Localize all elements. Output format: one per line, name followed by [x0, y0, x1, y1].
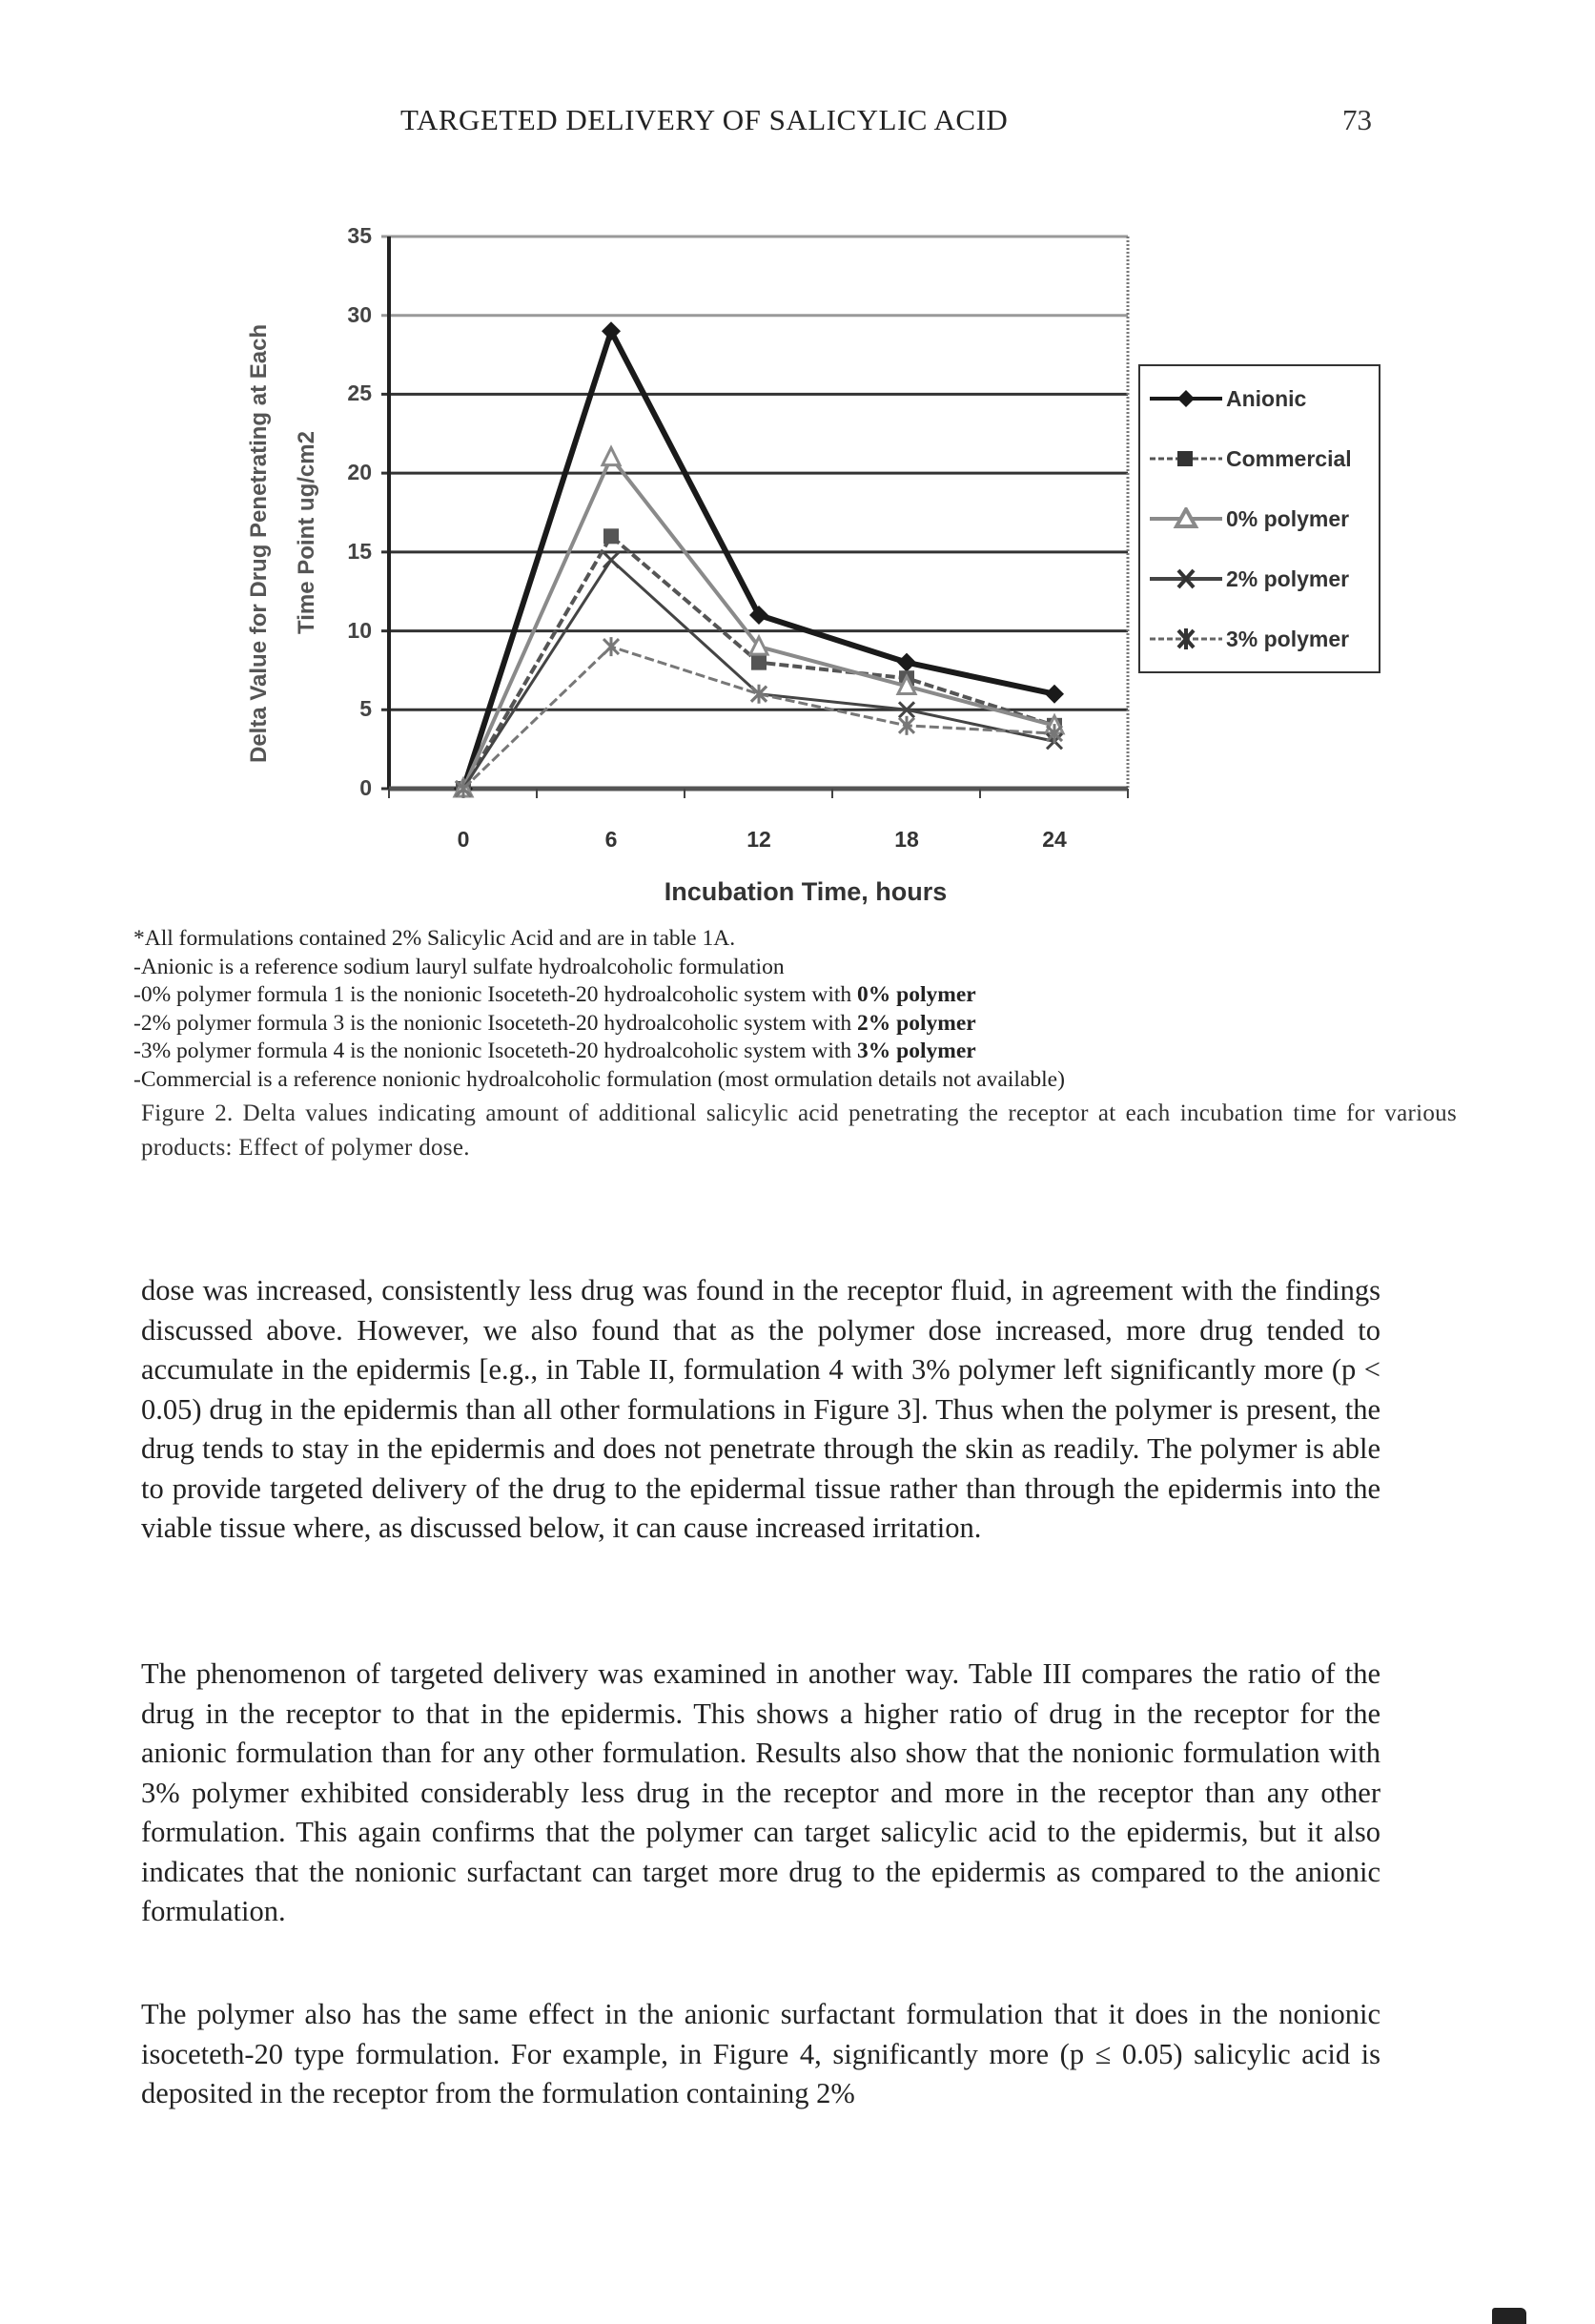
y-tick-label: 5 [359, 696, 372, 722]
scan-mark [1492, 2308, 1526, 2324]
note-line: -2% polymer formula 3 is the nonionic Isoceteth-20 hydroalcoholic system with 2% polymer [133, 1010, 976, 1036]
triangle-marker-icon [1150, 507, 1222, 530]
running-head-title: TARGETED DELIVERY OF SALICYLIC ACID [400, 103, 1009, 136]
diamond-marker-icon [1150, 387, 1222, 410]
legend-item-2-polymer [1150, 560, 1349, 598]
y-axis-label-line2: Time Point ug/cm2 [294, 431, 319, 634]
page-number: 73 [1342, 103, 1372, 136]
note-line: *All formulations contained 2% Salicylic Acid and are in table 1A. [133, 926, 736, 951]
note-line: -Anionic is a reference sodium lauryl sulfate hydroalcoholic formulation [133, 954, 785, 979]
chart-legend [1138, 364, 1380, 673]
x-tick-label: 18 [894, 827, 919, 852]
caption-text: Delta values indicating amount of additional salicylic acid penetrating the receptor at each incubation time for various products: Effect of polymer dose. [141, 1100, 1457, 1161]
y-tick-label: 35 [347, 223, 372, 248]
x-axis-title: Incubation Time, hours [664, 877, 948, 906]
body-paragraph: The polymer also has the same effect in the anionic surfactant formulation that it does in the nonionic isoceteth-20 type formulation. For example, in Figure 4, significantly more (p ≤ 0.05) salicylic acid is deposited in the receptor from the formulation containing 2% [141, 1998, 1380, 2109]
figure-notes [133, 925, 1468, 1094]
legend-item-commercial [1150, 440, 1352, 478]
body-paragraph: dose was increased, consistently less drug was found in the receptor fluid, in agreement with the findings discussed above. However, we also found that as the polymer dose increased, more drug tended to accumulate in the epidermis [e.g., in Table II, formulation 4 with 3% polymer left significantly more (p < 0.05) drug in the epidermis than all other formulations in Figure 3]. Thus when the polymer is present, the drug tends to stay in the epidermis and does not penetrate through the skin as readily. The polymer is able to provide targeted delivery of the drug to the epidermal tissue rather than through the epidermis into the viable tissue where, as discussed below, it can cause increased irritation. [141, 1274, 1380, 1544]
figure-label: Figure 2. [141, 1100, 234, 1126]
legend-label: 0% polymer [1226, 505, 1350, 531]
note-line: -Commercial is a reference nonionic hydroalcoholic formulation (most ormulation details not available) [133, 1066, 1065, 1092]
y-tick-label: 20 [347, 460, 372, 485]
x-tick-label: 24 [1042, 827, 1067, 852]
legend-item-anionic [1150, 380, 1306, 418]
x-tick-label: 6 [604, 827, 618, 852]
y-tick-label: 0 [359, 775, 372, 800]
note-line: -0% polymer formula 1 is the nonionic Isoceteth-20 hydroalcoholic system with 0% polymer [133, 982, 976, 1007]
x-tick-label: 12 [746, 827, 771, 852]
legend-label: 2% polymer [1226, 566, 1350, 591]
y-tick-label: 10 [347, 617, 372, 643]
line-chart [229, 215, 1411, 920]
body-paragraph: The phenomenon of targeted delivery was examined in another way. Table III compares the ratio of the drug in the receptor to that in the epidermis. This shows a higher ratio of drug in the receptor for the anionic formulation than for any other formulation. Results also show that the nonionic formulation with 3% polymer exhibited considerably less drug in the receptor and more in the receptor than any other formulation. This again confirms that the polymer can target salicylic acid to the epidermis, but it also indicates that the nonionic surfactant can target more drug to the epidermis as compared to the anionic formulation. [141, 1657, 1380, 1927]
x-tick-label: 0 [457, 827, 470, 852]
legend-label: 3% polymer [1226, 626, 1350, 651]
y-axis-label-line1: Delta Value for Drug Penetrating at Each [246, 323, 272, 763]
legend-label: Commercial [1226, 445, 1352, 471]
y-tick-label: 30 [347, 301, 372, 327]
square-marker-icon [1150, 447, 1222, 470]
x-marker-icon [1150, 567, 1222, 590]
star-marker-icon [1150, 627, 1222, 650]
y-tick-label: 15 [347, 538, 372, 564]
legend-item-3-polymer [1150, 620, 1349, 658]
note-line: -3% polymer formula 4 is the nonionic Isoceteth-20 hydroalcoholic system with 3% polymer [133, 1039, 976, 1063]
legend-label: Anionic [1226, 385, 1307, 411]
y-tick-label: 25 [347, 380, 372, 406]
legend-item-0-polymer [1150, 500, 1349, 538]
figure-caption [141, 1097, 1457, 1165]
